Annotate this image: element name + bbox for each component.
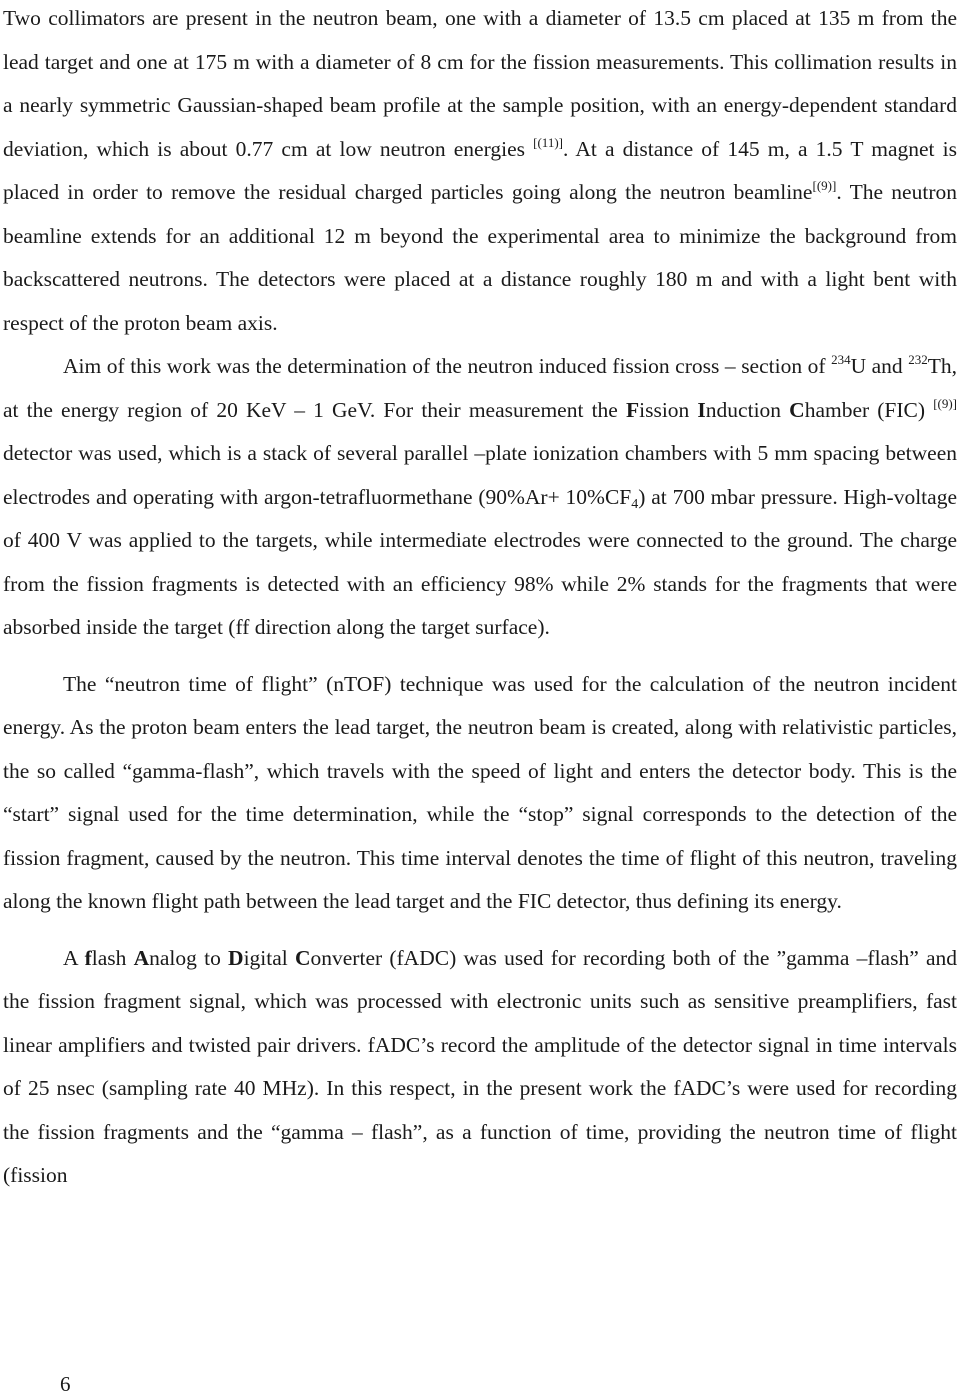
isotope-mass-234: 234: [831, 352, 851, 367]
paragraph-fadc: A flash Analog to Digital Converter (fADC) was used for recording both of the ”gamma –flash” and the fission fragment signal, which was processed with electronic units such as sensitive preamplifiers, fast linear amplifiers and twisted pair drivers. fADC’s record the amplitude of the detector signal in time intervals of 25 nsec (sampling rate 40 MHz). In this respect, in the present work the fADC’s were used for recording the fission fragments and the “gamma – flash”, as a function of time, providing the neutron time of flight (fission: [3, 945, 958, 1187]
citation-11: [(11)]: [533, 134, 563, 150]
paragraph-aim-of-work: Aim of this work was the determination of the neutron induced fission cross – section of $^{234}$U and $^{232}$Th, at the energy region of 20 KeV – 1 GeV. For their measurement the Fission Induction Chamber (FIC) [(9)] detector was used, which is a stack of several parallel –plate ionization chambers with 5 mm spacing between electrodes and operating with argon-tetrafluormethane $(90\%Ar+ 10\%CF_4)$ at 700 mbar pressure. High-voltage of 400 V was applied to the targets, while intermediate electrodes were connected to the ground. The charge from the fission fragments is detected with an efficiency 98% while 2% stands for the fragments that were absorbed inside the target (ff direction along the target surface).: [3, 352, 958, 639]
isotope-mass-232: 232: [908, 352, 928, 367]
paragraph-collimators: Two collimators are present in the neutron beam, one with a diameter of 13.5 cm placed at 135 m from the lead target and one at 175 m with a diameter of 8 cm for the fission measurements. This collimation results in a nearly symmetric Gaussian-shaped beam profile at the sample position, with an energy-dependent standard deviation, which is about 0.77 cm at low neutron energies [(11)]. At a distance of 145 m, a 1.5 T magnet is placed in order to remove the residual charged particles going along the neutron beamline[(9)]. The neutron beamline extends for an additional 12 m beyond the experimental area to minimize the background from backscattered neutrons. The detectors were placed at a distance roughly 180 m and with a light bent with respect of the proton beam axis.: [3, 6, 957, 335]
citation-9: [(9)]: [812, 178, 837, 193]
citation-9: [(9)]: [933, 395, 958, 411]
paragraph-ntof-technique: The “neutron time of flight” (nTOF) technique was used for the calculation of the neutron incident energy. As the proton beam enters the lead target, the neutron beam is created, along with relativistic particles, the so called “gamma-flash”, which travels with the speed of light and enters the detector body. This is the “start” signal used for the time determination, while the “stop” signal corresponds to the detection of the fission fragment, caused by the neutron. This time interval denotes the time of flight of this neutron, traveling along the known flight path between the lead target and the FIC detector, thus defining its energy.: [3, 671, 957, 913]
subscript-4: 4: [631, 496, 639, 512]
page-number: 6: [60, 1372, 71, 1396]
